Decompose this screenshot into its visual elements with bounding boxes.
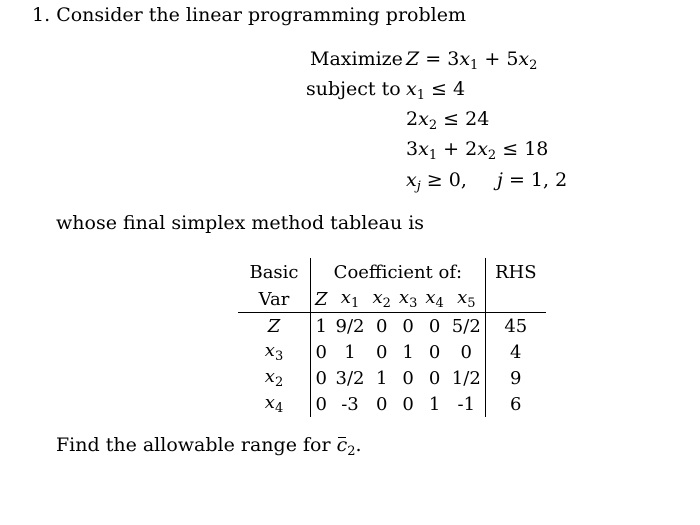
rhs-label: RHS bbox=[485, 258, 546, 286]
constraint-1: $x_1 \le 4$ bbox=[406, 78, 466, 103]
basic-var: $x_2$ bbox=[264, 366, 284, 390]
problem-intro: Consider the linear programming problem bbox=[56, 4, 466, 26]
column-header: $x_5$ bbox=[448, 286, 485, 313]
coef-cell: 5/2 bbox=[451, 315, 481, 337]
coef-cell: 0 bbox=[311, 339, 332, 365]
coef-cell: -1 bbox=[457, 393, 476, 415]
column-header: $x_1$ bbox=[332, 286, 369, 313]
coef-cell: 9/2 bbox=[335, 315, 365, 337]
rhs-cell: 6 bbox=[485, 391, 546, 417]
coefficient-label: Coefficient of: bbox=[311, 258, 486, 286]
question-variable: c bbox=[336, 434, 348, 456]
coef-cell: 0 bbox=[402, 367, 414, 389]
rhs-cell: 45 bbox=[485, 313, 546, 340]
coef-cell: 1 bbox=[402, 341, 414, 363]
coef-cell: 3/2 bbox=[335, 367, 365, 389]
maximize-label: Maximize bbox=[310, 48, 403, 70]
coef-cell: 0 bbox=[311, 391, 332, 417]
coef-cell: 0 bbox=[402, 315, 414, 337]
coef-cell: 0 bbox=[375, 315, 388, 337]
table-row bbox=[238, 365, 546, 391]
basic-label: Basic bbox=[249, 261, 299, 283]
table-row bbox=[238, 339, 546, 365]
rhs-cell: 9 bbox=[485, 365, 546, 391]
column-header: $x_3$ bbox=[395, 286, 421, 313]
problem-number: 1. bbox=[32, 4, 51, 26]
coef-cell: 0 bbox=[402, 393, 414, 415]
coef-cell: 1 bbox=[428, 393, 441, 415]
coef-cell: 0 bbox=[428, 367, 441, 389]
coef-cell: 0 bbox=[375, 393, 388, 415]
coef-cell: 0 bbox=[428, 341, 441, 363]
coef-cell: 0 bbox=[460, 341, 472, 363]
coef-cell: 1 bbox=[344, 341, 356, 363]
constraint-3: $3x_1 + 2x_2 \le 18$ bbox=[406, 138, 549, 163]
basic-var: Z bbox=[267, 315, 281, 337]
tableau-header-row-1 bbox=[238, 258, 546, 286]
constraint-2: $2x_2 \le 24$ bbox=[406, 108, 490, 133]
column-header: $x_4$ bbox=[421, 286, 447, 313]
var-label: Var bbox=[238, 286, 311, 313]
question-prefix: Find the allowable range for bbox=[56, 434, 331, 456]
tableau-intro: whose final simplex method tableau is bbox=[56, 212, 425, 234]
basic-var: $x_4$ bbox=[264, 392, 284, 416]
question: Find the allowable range for $c_2$. bbox=[56, 434, 362, 459]
constraint-nonneg: $x_j \ge 0$, j = 1, 2 bbox=[406, 169, 568, 194]
coef-cell: 1 bbox=[375, 367, 388, 389]
simplex-tableau bbox=[238, 258, 546, 417]
coef-cell: 0 bbox=[428, 315, 441, 337]
tableau-header-row-2 bbox=[238, 286, 546, 313]
rhs-cell: 4 bbox=[485, 339, 546, 365]
coef-cell: 1/2 bbox=[451, 367, 481, 389]
table-row bbox=[238, 391, 546, 417]
subject-to-label: subject to bbox=[306, 78, 401, 100]
objective-function: $Z = 3x_1 + 5x_2$ bbox=[406, 48, 538, 73]
coef-cell: 0 bbox=[375, 341, 388, 363]
coef-cell: 1 bbox=[311, 313, 332, 340]
basic-var: $x_3$ bbox=[264, 340, 284, 364]
coef-cell: 0 bbox=[311, 365, 332, 391]
coef-cell: -3 bbox=[341, 393, 359, 415]
table-row bbox=[238, 313, 546, 340]
problem-heading bbox=[32, 4, 466, 26]
column-header: $x_2$ bbox=[368, 286, 394, 313]
column-header: Z bbox=[311, 286, 332, 313]
